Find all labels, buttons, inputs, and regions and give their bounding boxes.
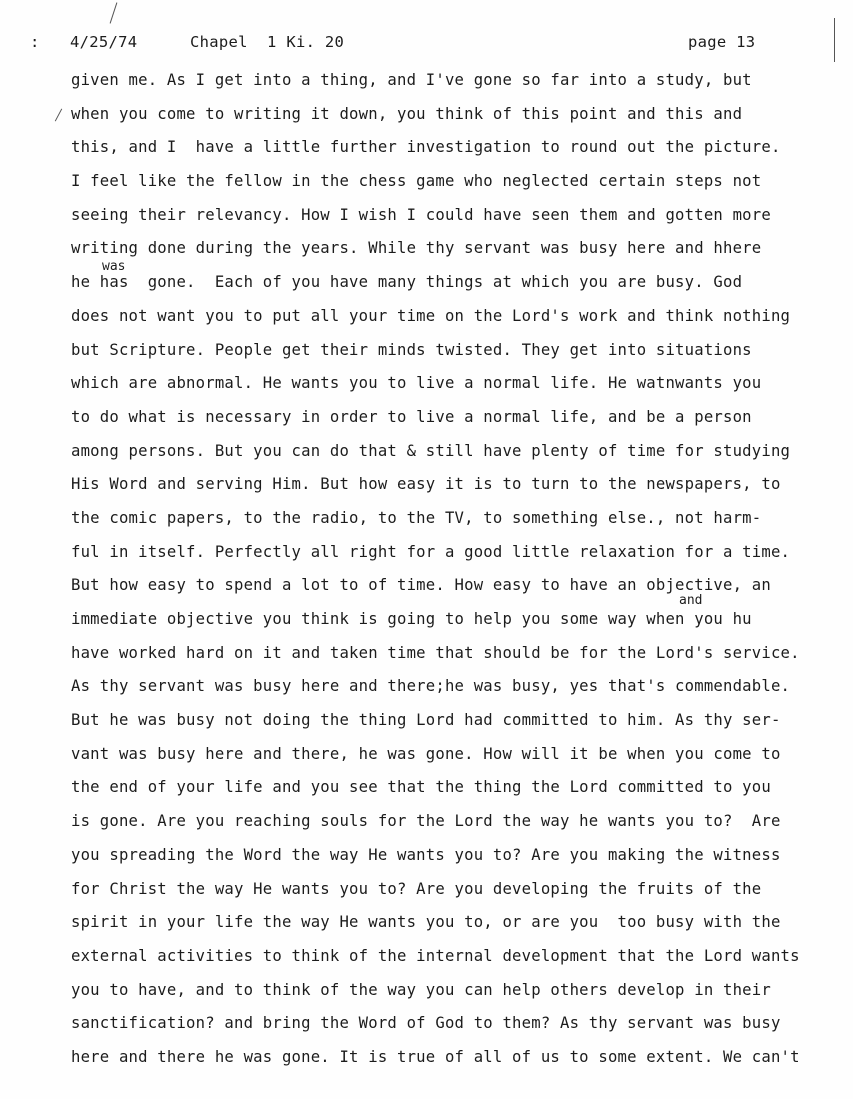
- text-line: external activities to think of the internal development that the Lord wants: [71, 946, 800, 965]
- text-line: he has gone. Each of you have many things at which you are busy. God: [71, 273, 743, 292]
- page-header: [0, 33, 853, 59]
- text-line: which are abnormal. He wants you to live a normal life. He watnwants you: [71, 374, 762, 393]
- text-line: But he was busy not doing the thing Lord had committed to him. As thy ser-: [71, 711, 781, 730]
- interlinear-insertion: and: [679, 593, 703, 608]
- text-line: the end of your life and you see that the thing the Lord committed to you: [71, 778, 771, 797]
- text-line: when you come to writing it down, you think of this point and this and: [71, 104, 743, 123]
- text-line: have worked hard on it and taken time that should be for the Lord's service.: [71, 643, 800, 662]
- text-line: immediate objective you think is going to help you some way when you hu: [71, 610, 752, 628]
- text-line: for Christ the way He wants you to? Are you developing the fruits of the: [71, 879, 762, 898]
- interlinear-insertion: was: [102, 259, 126, 274]
- text-line: His Word and serving Him. But how easy it is to turn to the newspapers, to: [71, 475, 781, 494]
- margin-mark: :: [30, 33, 50, 51]
- text-line: you to have, and to think of the way you can help others develop in their: [71, 980, 771, 999]
- text-line: given me. As I get into a thing, and I've gone so far into a study, but: [71, 71, 752, 89]
- pen-mark: [55, 109, 62, 122]
- body-text: [71, 70, 846, 1081]
- pen-mark: [110, 2, 118, 23]
- text-line: here and there he was gone. It is true of all of us to some extent. We can't: [71, 1047, 800, 1066]
- text-line: to do what is necessary in order to live a normal life, and be a person: [71, 407, 752, 426]
- header-page-number: page 13: [688, 33, 756, 51]
- text-line: sanctification? and bring the Word of God to them? As thy servant was busy: [71, 1014, 781, 1033]
- text-line: ful in itself. Perfectly all right for a good little relaxation for a time.: [71, 542, 791, 561]
- text-line: the comic papers, to the radio, to the TV, to something else., not harm-: [71, 508, 762, 527]
- text-line: is gone. Are you reaching souls for the Lord the way he wants you to? Are: [71, 812, 781, 831]
- text-line: this, and I have a little further investigation to round out the picture.: [71, 138, 781, 157]
- text-line: spirit in your life the way He wants you to, or are you too busy with the: [71, 913, 781, 932]
- text-line: but Scripture. People get their minds twisted. They get into situations: [71, 340, 752, 359]
- header-date: 4/25/74: [70, 33, 138, 51]
- text-line: I feel like the fellow in the chess game who neglected certain steps not: [71, 172, 762, 191]
- text-line: writing done during the years. While thy servant was busy here and hhere: [71, 239, 762, 258]
- text-line: As thy servant was busy here and there;he was busy, yes that's commendable.: [71, 677, 791, 696]
- text-line: vant was busy here and there, he was gone. How will it be when you come to: [71, 744, 781, 763]
- text-line: among persons. But you can do that & still have plenty of time for studying: [71, 441, 791, 460]
- text-line: seeing their relevancy. How I wish I could have seen them and gotten more: [71, 205, 771, 224]
- text-line: you spreading the Word the way He wants you to? Are you making the witness: [71, 845, 781, 864]
- text-line: But how easy to spend a lot to of time. How easy to have an objective, an: [71, 576, 771, 595]
- text-line: does not want you to put all your time on the Lord's work and think nothing: [71, 306, 791, 325]
- header-title: Chapel 1 Ki. 20: [190, 33, 345, 51]
